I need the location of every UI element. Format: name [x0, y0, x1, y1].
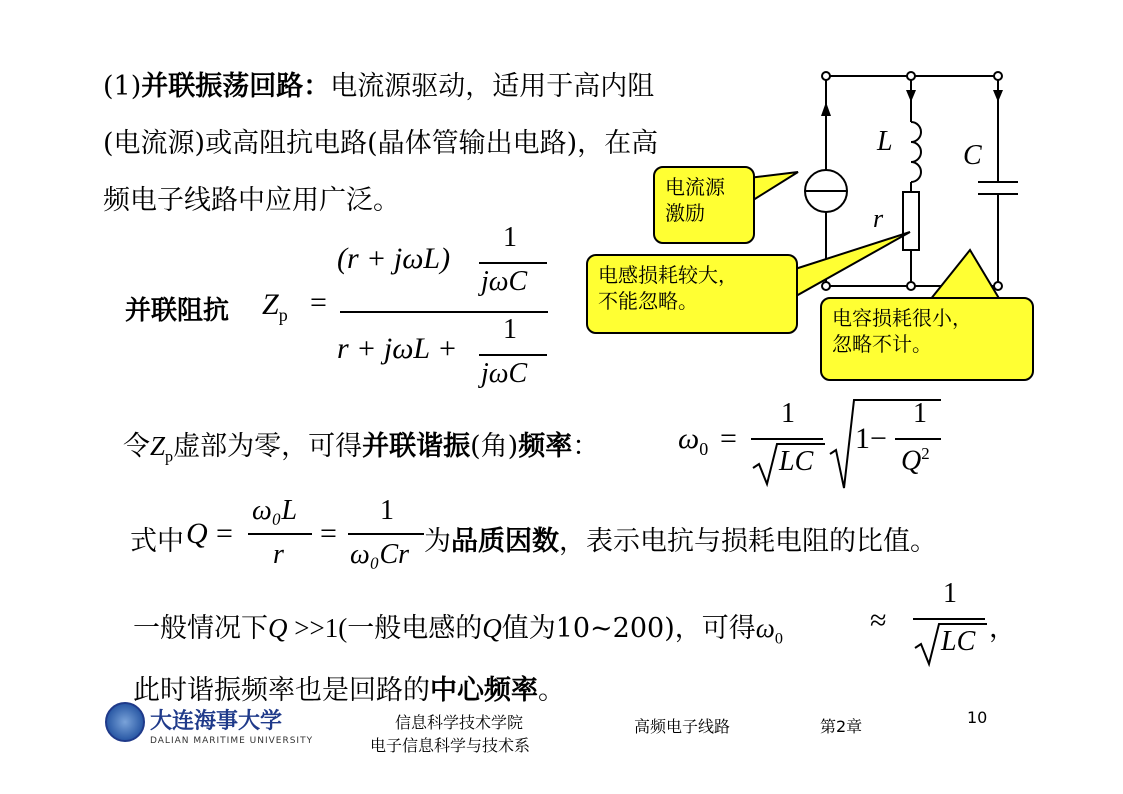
approx-symbol: ≈: [870, 604, 887, 637]
impedance-den-bot: jωC: [481, 358, 528, 389]
resonance-mid: 虚部为零，可得: [173, 431, 363, 462]
resonance-colon: ：: [572, 431, 600, 462]
approx-comma: ，: [989, 613, 1016, 644]
impedance-zsub: p: [278, 305, 288, 325]
quality-f1-bar: [248, 533, 312, 535]
resonance-omega-sub: 0: [699, 439, 709, 459]
approx-omega-sub: 0: [774, 629, 783, 648]
logo-en: DALIAN MARITIME UNIVERSITY: [150, 736, 314, 746]
resonance-one: 1−: [855, 422, 887, 455]
capacitor-current-arrow-icon: [993, 90, 1003, 102]
approx-pre: 一般情况下: [133, 613, 268, 644]
quality-mid: 为: [424, 526, 451, 557]
resonance-paren: (角): [470, 431, 519, 462]
footer-dept2: 电子信息科学与技术系: [370, 736, 531, 755]
impedance-z: Z: [262, 288, 279, 321]
resonance-line: [123, 398, 953, 498]
circuit-label-r: r: [873, 204, 884, 233]
callout-inductor: 电感损耗较大， 不能忽略。: [586, 254, 798, 334]
quality-f2-bot: ω₀Cr: [350, 539, 410, 570]
quality-f2-top: 1: [380, 495, 394, 526]
resonance-term2: 频率: [518, 431, 573, 462]
center-post: 。: [538, 675, 565, 706]
quality-f1-top: ω₀L: [252, 495, 298, 526]
impedance-den-bar: [479, 354, 547, 356]
resonance-f2-bar: [895, 438, 941, 440]
quality-q: Q: [186, 517, 208, 550]
quality-term: 品质因数: [451, 526, 559, 557]
impedance-num-left: (r + jωL): [337, 242, 451, 275]
quality-post: ，表示电抗与损耗电阻的比值。: [559, 526, 937, 557]
intro-colon: ：: [303, 71, 331, 102]
impedance-eq: =: [310, 286, 327, 319]
resonance-zsub: p: [165, 447, 174, 466]
impedance-num-top: 1: [503, 222, 517, 253]
intro-num: (1): [103, 71, 142, 102]
quality-f2-bar: [348, 533, 424, 535]
resonance-pre: 令: [123, 431, 150, 462]
callout-capacitor: 电容损耗很小， 忽略不计。: [820, 297, 1034, 381]
approx-omega: ω: [755, 613, 775, 643]
resonance-term: 并联谐振: [362, 431, 471, 462]
impedance-den-left: r + jωL +: [337, 332, 458, 365]
intro-line3: 频电子线路中应用广泛。: [103, 185, 400, 216]
footer-chapter: 第2章: [820, 717, 863, 736]
callout-source: 电流源 激励: [653, 166, 755, 244]
approx-q: Q: [268, 613, 288, 643]
footer-page: 10: [967, 708, 988, 727]
resonance-f1-top: 1: [781, 398, 795, 429]
quality-line: [130, 495, 1030, 585]
footer-course: 高频电子线路: [634, 717, 731, 736]
resonance-omega: ω: [678, 422, 700, 455]
approx-f-top: 1: [943, 578, 957, 609]
resonance-eq: =: [720, 422, 737, 455]
impedance-label: 并联阻抗: [125, 296, 230, 326]
impedance-main-bar: [340, 311, 548, 313]
approx-gt: >>1(一般电感的: [287, 613, 483, 643]
university-seal-icon: [105, 702, 145, 742]
quality-pre: 式中: [130, 526, 184, 557]
center-term: 中心频率: [430, 675, 538, 706]
inductor-current-arrow-icon: [906, 90, 916, 102]
resonance-f1-bot: LC: [779, 446, 814, 477]
impedance-den-top: 1: [503, 314, 517, 345]
circuit-label-C: C: [963, 140, 982, 171]
footer-dept1: 信息科学技术学院: [395, 713, 524, 732]
impedance-formula: [125, 222, 565, 402]
center-line: [133, 668, 565, 707]
circuit-label-L: L: [877, 126, 893, 157]
approx-f-bot: LC: [941, 626, 976, 657]
intro-heading: 并联振荡回路: [141, 71, 304, 102]
quality-eq2: =: [320, 517, 337, 550]
impedance-num-bot: jωC: [481, 266, 528, 297]
quality-f1-bot: r: [273, 539, 284, 570]
resonance-f2-sup: 2: [921, 444, 930, 463]
quality-eq1: =: [216, 517, 233, 550]
resonance-f2-bot: Q: [901, 445, 922, 477]
resonance-z: Z: [150, 431, 166, 461]
approx-mid: 值为10~200)，可得: [501, 613, 756, 644]
intro-text1: 电流源驱动，适用于高内阻: [330, 71, 655, 102]
center-pre: 此时谐振频率也是回路的: [133, 675, 430, 706]
impedance-num-bar: [479, 262, 547, 264]
approx-q2: Q: [482, 613, 502, 643]
approx-line: [133, 578, 1016, 668]
intro-line2: (电流源)或高阻抗电路(晶体管输出电路)，在高: [103, 128, 659, 159]
resonance-f2-top: 1: [913, 398, 927, 429]
logo-cn: 大连海事大学: [150, 708, 283, 734]
source-arrow-icon: [821, 102, 831, 116]
